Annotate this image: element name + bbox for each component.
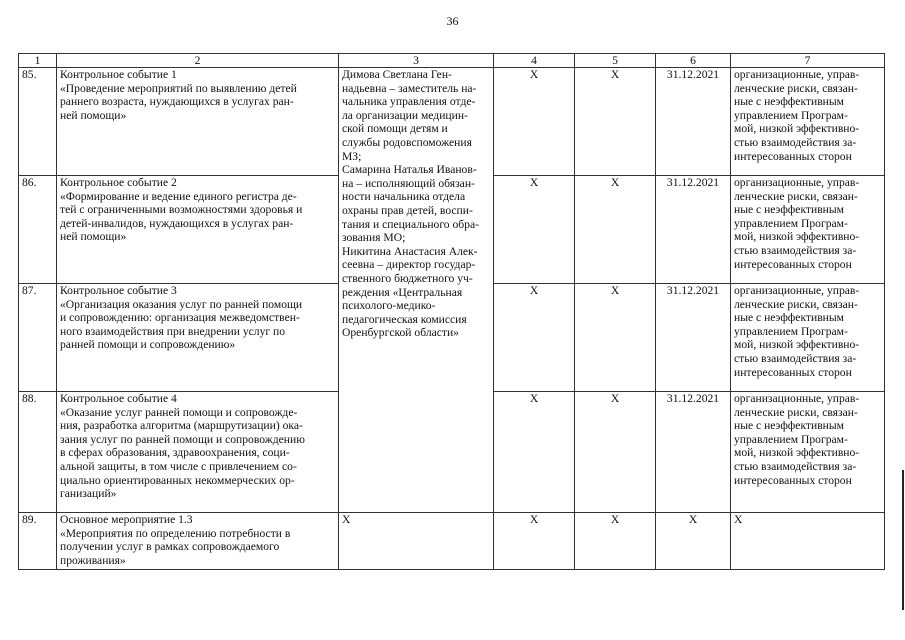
description-line: циально ориентированных некоммерческих ор- xyxy=(60,473,295,487)
description-line: в сферах образования, здравоохранения, соци- xyxy=(60,446,290,460)
responsible-line: тания и специального обра- xyxy=(342,217,479,231)
responsible-line: ла организации медицин- xyxy=(342,108,468,122)
event-description xyxy=(57,176,339,284)
description-line: Контрольное событие 1 xyxy=(60,68,177,81)
risk-line: ленческие риски, связан- xyxy=(734,189,858,203)
responsible-line: сеевна – директор государ- xyxy=(342,258,476,272)
risk-line: организационные, управ- xyxy=(734,284,860,297)
deadline-date: 31.12.2021 xyxy=(656,176,731,284)
risk-line: ные с неэффективным xyxy=(734,203,844,217)
description-line: раннего возраста, нуждающихся в услугах ран- xyxy=(60,95,294,109)
description-line: альной защиты, в том числе с привлечением со- xyxy=(60,459,297,473)
risk-line: мой, низкой эффективно- xyxy=(734,446,860,460)
risk-line: интересованных сторон xyxy=(734,365,852,379)
description-line: Контрольное событие 4 xyxy=(60,392,177,405)
responsible-line: службы родовспоможения xyxy=(342,135,472,149)
responsible-line: ственного бюджетного уч- xyxy=(342,271,473,285)
responsible-line: Димова Светлана Ген- xyxy=(342,68,452,81)
header-col-5: 5 xyxy=(575,54,656,68)
risk-line: стью взаимодействия за- xyxy=(734,135,857,149)
risk-line: организационные, управ- xyxy=(734,176,860,189)
responsible-line: Самарина Наталья Иванов- xyxy=(342,163,477,177)
header-col-3: 3 xyxy=(339,54,494,68)
description-line: ней помощи» xyxy=(60,108,127,122)
responsible-line: реждения «Центральная xyxy=(342,285,463,299)
risk-line: управлением Програм- xyxy=(734,324,848,338)
header-col-4: 4 xyxy=(494,54,575,68)
col-5-mark: X xyxy=(575,176,656,284)
risk-line: организационные, управ- xyxy=(734,68,860,81)
page-number: 36 xyxy=(446,14,459,28)
table-row xyxy=(19,513,885,570)
description-line: тей с ограниченными возможностями здоровья и xyxy=(60,203,303,217)
risk-line: управлением Програм- xyxy=(734,216,848,230)
deadline-date: 31.12.2021 xyxy=(656,392,731,513)
col-5-mark: X xyxy=(575,513,656,570)
plan-table xyxy=(18,53,885,570)
col-4-mark: X xyxy=(494,392,575,513)
risks xyxy=(731,392,885,513)
row-number: 87. xyxy=(19,284,57,392)
col-7-mark: X xyxy=(731,513,885,570)
responsible-line: Оренбургской области» xyxy=(342,326,459,340)
description-line: ганизаций» xyxy=(60,487,117,501)
risks xyxy=(731,68,885,176)
header-col-2: 2 xyxy=(57,54,339,68)
responsible-line: на – исполняющий обязан- xyxy=(342,176,475,190)
risk-line: интересованных сторон xyxy=(734,473,852,487)
description-line: «Формирование и ведение единого регистра де- xyxy=(60,189,297,203)
col-5-mark: X xyxy=(575,392,656,513)
responsible-line: охраны прав детей, воспи- xyxy=(342,203,473,217)
risks xyxy=(731,284,885,392)
risk-line: мой, низкой эффективно- xyxy=(734,338,860,352)
risk-line: стью взаимодействия за- xyxy=(734,243,857,257)
risk-line: организационные, управ- xyxy=(734,392,860,405)
description-line: ния, разработка алгоритма (маршрутизации) ока- xyxy=(60,419,303,433)
responsible-line: МЗ; xyxy=(342,149,362,163)
header-col-6: 6 xyxy=(656,54,731,68)
responsible-line: ности начальника отдела xyxy=(342,190,466,204)
description-line: ней помощи» xyxy=(60,230,127,244)
description-line: ного взаимодействия при внедрении услуг по xyxy=(60,324,286,338)
risk-line: стью взаимодействия за- xyxy=(734,351,857,365)
col-4-mark: X xyxy=(494,176,575,284)
col-5-mark: X xyxy=(575,284,656,392)
row-number: 85. xyxy=(19,68,57,176)
event-description xyxy=(57,68,339,176)
row-number: 89. xyxy=(19,513,57,570)
risk-line: ные с неэффективным xyxy=(734,95,844,109)
col-4-mark: X xyxy=(494,68,575,176)
risk-line: ленческие риски, связан- xyxy=(734,81,858,95)
risk-line: ленческие риски, связан- xyxy=(734,297,858,311)
description-line: «Организация оказания услуг по ранней помощи xyxy=(60,297,303,311)
risk-line: управлением Програм- xyxy=(734,108,848,122)
description-line: «Оказание услуг ранней помощи и сопровожде- xyxy=(60,405,298,419)
description-line: детей-инвалидов, нуждающихся в услугах ран- xyxy=(60,216,294,230)
responsible-line: педагогическая комиссия xyxy=(342,312,467,326)
description-line: Контрольное событие 2 xyxy=(60,176,177,189)
header-row xyxy=(19,54,885,68)
table-row xyxy=(19,68,885,176)
col-4-mark: X xyxy=(494,513,575,570)
responsible-line: ской помощи детям и xyxy=(342,122,448,136)
deadline-date: 31.12.2021 xyxy=(656,284,731,392)
description-line: получении услуг в рамках сопровождаемого xyxy=(60,540,280,554)
header-col-7: 7 xyxy=(731,54,885,68)
risk-line: ленческие риски, связан- xyxy=(734,405,858,419)
description-line: проживания» xyxy=(60,553,126,567)
risk-line: управлением Програм- xyxy=(734,432,848,446)
event-description xyxy=(57,284,339,392)
risks xyxy=(731,176,885,284)
description-line: и сопровождению: организация межведомствен- xyxy=(60,311,300,325)
event-description xyxy=(57,513,339,570)
description-line: ранней помощи и сопровождению» xyxy=(60,338,236,352)
risk-line: ные с неэффективным xyxy=(734,311,844,325)
row-number: 86. xyxy=(19,176,57,284)
scan-margin-line xyxy=(902,470,904,610)
responsible-line: чальника управления отде- xyxy=(342,95,476,109)
responsible-line: надьевна – заместитель на- xyxy=(342,81,477,95)
responsible-line: зования МО; xyxy=(342,231,406,245)
event-description xyxy=(57,392,339,513)
description-line: «Мероприятия по определению потребности в xyxy=(60,526,291,540)
responsible-line: психолого-медико- xyxy=(342,299,436,313)
description-line: Основное мероприятие 1.3 xyxy=(60,513,193,526)
risk-line: ные с неэффективным xyxy=(734,419,844,433)
risk-line: стью взаимодействия за- xyxy=(734,459,857,473)
risk-line: мой, низкой эффективно- xyxy=(734,122,860,136)
deadline-date: X xyxy=(656,513,731,570)
description-line: «Проведение мероприятий по выявлению детей xyxy=(60,81,297,95)
description-line: Контрольное событие 3 xyxy=(60,284,177,297)
row-number: 88. xyxy=(19,392,57,513)
responsible-persons xyxy=(339,68,494,513)
risk-line: мой, низкой эффективно- xyxy=(734,230,860,244)
risk-line: интересованных сторон xyxy=(734,257,852,271)
responsible-line: Никитина Анастасия Алек- xyxy=(342,244,478,258)
description-line: зания услуг по ранней помощи и сопровождению xyxy=(60,432,305,446)
col-3-mark: X xyxy=(339,513,494,570)
col-5-mark: X xyxy=(575,68,656,176)
header-col-1: 1 xyxy=(19,54,57,68)
col-4-mark: X xyxy=(494,284,575,392)
deadline-date: 31.12.2021 xyxy=(656,68,731,176)
risk-line: интересованных сторон xyxy=(734,149,852,163)
